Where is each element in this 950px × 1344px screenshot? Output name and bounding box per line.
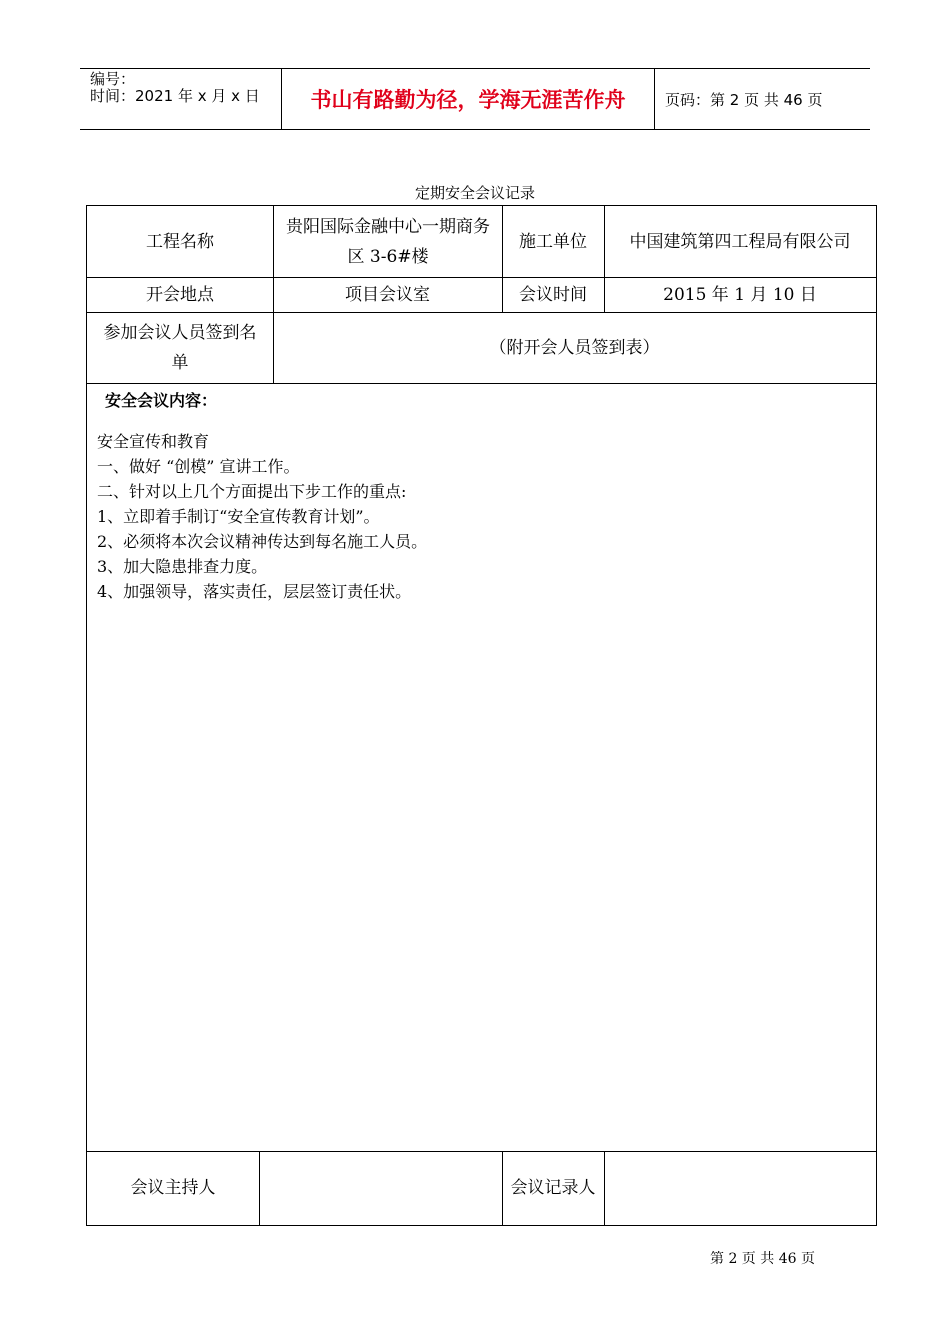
meeting-time-label: 会议时间 — [519, 284, 587, 305]
header-page-number: 页码：第 2 页 共 46 页 — [665, 90, 823, 109]
content-line: 二、针对以上几个方面提出下步工作的重点: — [97, 482, 407, 501]
page-header — [80, 68, 870, 130]
contractor-label: 施工单位 — [519, 231, 587, 252]
host-value — [259, 1151, 502, 1225]
host-label: 会议主持人 — [130, 1178, 216, 1198]
content-line: 一、做好 “创模” 宣讲工作。 — [97, 457, 300, 476]
header-number-label: 编号： — [90, 70, 136, 88]
project-name-value: 贵阳国际金融中心一期商务区 3-6#楼 — [286, 216, 490, 267]
attendees-label: 参加会议人员签到名单 — [103, 322, 257, 373]
recorder-label: 会议记录人 — [510, 1178, 596, 1198]
content-line: 3、加大隐患排查力度。 — [97, 557, 268, 576]
row-divider — [87, 383, 876, 384]
content-line: 2、必须将本次会议精神传达到每名施工人员。 — [97, 532, 428, 551]
attendees-value: （附开会人员签到表） — [489, 337, 660, 358]
recorder-value — [604, 1151, 876, 1225]
content-line: 1、立即着手制订“安全宣传教育计划”。 — [97, 507, 380, 526]
content-title: 安全会议内容： — [105, 391, 218, 410]
meeting-time-value: 2015 年 1 月 10 日 — [663, 284, 817, 305]
content-line: 安全宣传和教育 — [97, 432, 210, 451]
header-motto: 书山有路勤为径，学海无涯苦作舟 — [281, 69, 655, 129]
document-title: 定期安全会议记录 — [414, 184, 535, 202]
location-label: 开会地点 — [146, 284, 214, 305]
location-value: 项目会议室 — [345, 284, 430, 305]
contractor-value: 中国建筑第四工程局有限公司 — [629, 231, 851, 252]
meeting-content — [97, 388, 867, 604]
content-line: 4、加强领导，落实责任，层层签订责任状。 — [97, 582, 412, 601]
project-name-label: 工程名称 — [146, 231, 214, 252]
meeting-record-table — [86, 205, 877, 1226]
page-footer: 第 2 页 共 46 页 — [710, 1251, 815, 1267]
header-meta — [90, 71, 280, 105]
header-time: 时间：2021 年 x 月 x 日 — [90, 87, 260, 105]
